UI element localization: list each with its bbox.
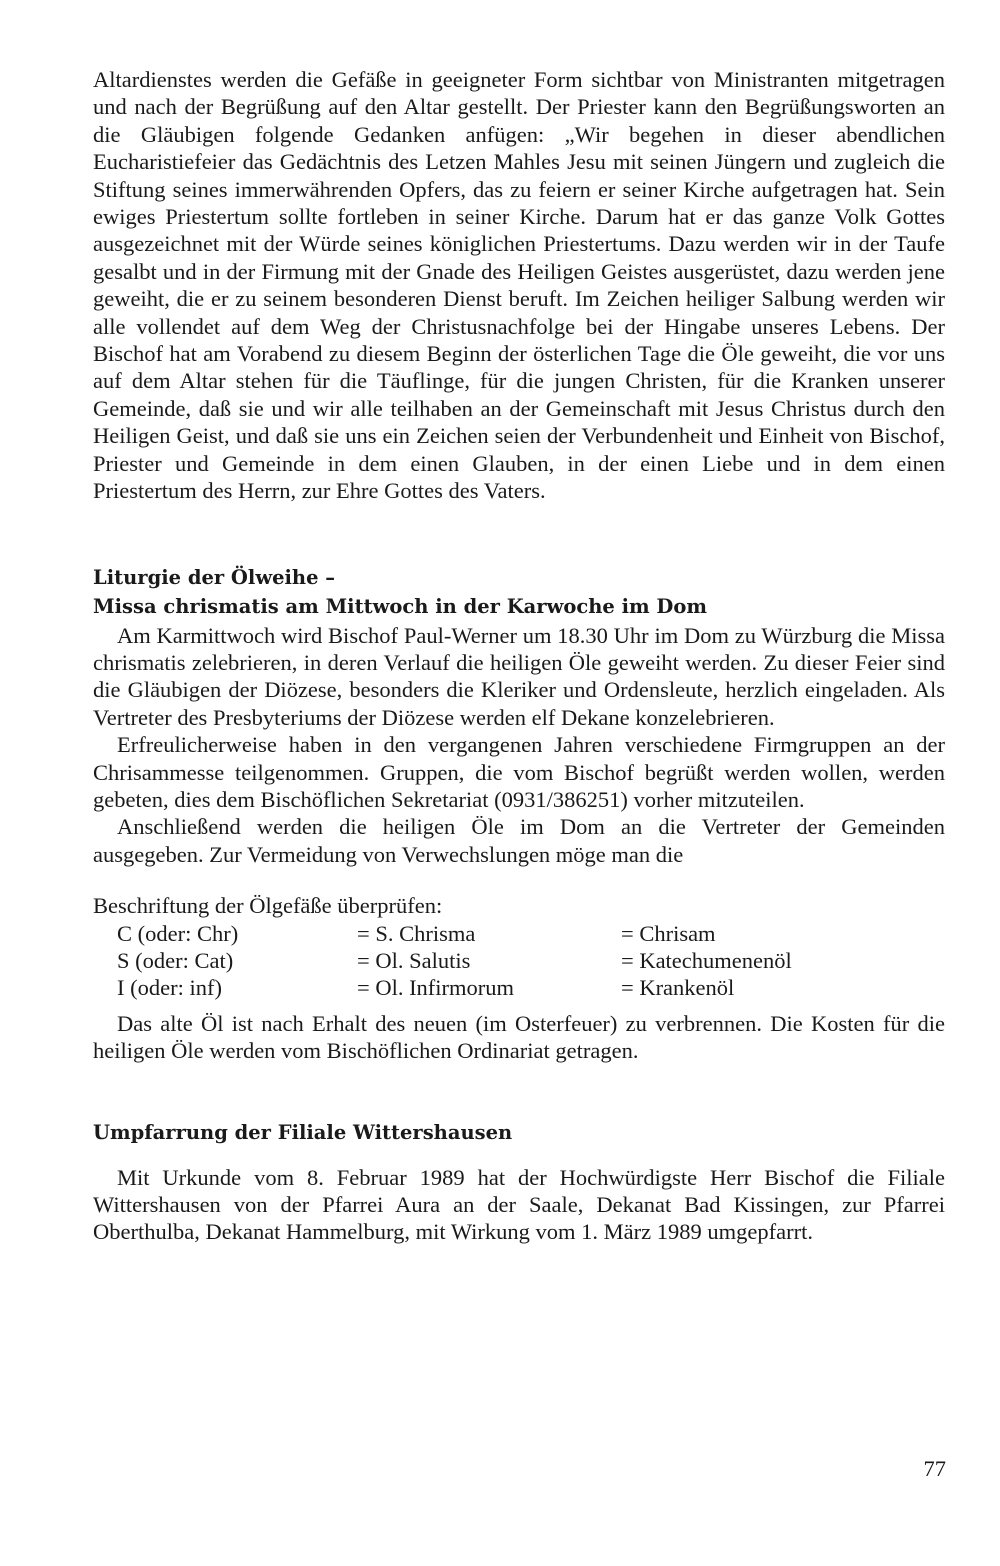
oil-german: = Chrisam — [621, 920, 716, 946]
olweihe-paragraph-4: Beschriftung der Ölgefäße überprüfen: — [93, 893, 443, 919]
oil-abbr: I (oder: inf) — [117, 975, 222, 1001]
oil-abbr: S (oder: Cat) — [117, 947, 234, 973]
olweihe-heading-line1: Liturgie der Ölweihe – — [93, 565, 336, 589]
table-row — [117, 947, 792, 974]
table-row — [117, 920, 792, 947]
oil-german: = Katechumenenöl — [621, 947, 792, 973]
table-row — [117, 974, 792, 1001]
umpfarrung-heading: Umpfarrung der Filiale Wittershausen — [93, 1120, 513, 1144]
oil-latin: = Ol. Salutis — [357, 947, 471, 973]
oil-label-table — [117, 920, 792, 1002]
olweihe-paragraph-2: Erfreulicherweise haben in den vergangenen Jahren verschiedene Firmgruppen an der Chrisammesse teilgenommen. Gruppen, die vom Bischof begrüßt werden wollen, werden gebeten, dies dem Bischöflichen Sekretariat (0931/386251) vorher mitzuteilen. — [93, 732, 945, 812]
olweihe-heading-line2: Missa chrismatis am Mittwoch in der Karwoche im Dom — [93, 594, 707, 618]
umpfarrung-paragraph: Mit Urkunde vom 8. Februar 1989 hat der Hochwürdigste Herr Bischof die Filiale Wittershausen von der Pfarrei Aura an der Saale, Dekanat Bad Kissingen, zur Pfarrei Oberthulba, Dekanat Hammelburg, mit Wirkung vom 1. März 1989 umgepfarrt. — [93, 1164, 945, 1245]
intro-paragraph: Altardienstes werden die Gefäße in geeigneter Form sichtbar von Ministranten mitgetragen und nach der Begrüßung auf den Altar gestellt. Der Priester kann den Begrüßungsworten an die Gläubigen folgende Gedanken anfügen: „Wir begehen in dieser abendlichen Eucharistiefeier das Gedächtnis des Letzen Mahles Jesu mit seinen Jüngern und zugleich die Stiftung seines immerwährenden Opfers, das zu feiern er seiner Kirche aufgetragen hat. Sein ewiges Priestertum sollte fortleben in seiner Kirche. Darum hat er das ganze Volk Gottes ausgezeichnet mit der Würde seines königlichen Priestertums. Dazu werden wir in der Taufe gesalbt und in der Firmung mit der Gnade des Heiligen Geistes ausgerüstet, dazu werden jene geweiht, die er zu seinem besonderen Dienst beruft. Im Zeichen heiliger Salbung werden wir alle vollendet auf dem Weg der Christusnachfolge bei der Hingabe unseres Lebens. Der Bischof hat am Vorabend zu diesem Beginn der österlichen Tage die Öle geweiht, die vor uns auf dem Altar stehen für die Täuflinge, für die jungen Christen, für die Kranken unserer Gemeinde, daß sie und wir alle teilhaben an der Gemeinschaft mit Jesus Christus durch den Heiligen Geist, und daß sie uns ein Zeichen seien der Verbundenheit und Einheit von Bischof, Priester und Gemeinde in dem einen Glauben, in der einen Liebe und in dem einen Priestertum des Herrn, zur Ehre Gottes des Vaters. — [93, 67, 945, 504]
olweihe-paragraph-3: Anschließend werden die heiligen Öle im Dom an die Vertreter der Gemeinden ausgegeben. Zur Vermeidung von Verwechslungen möge man die — [93, 814, 945, 867]
olweihe-paragraph-5: Das alte Öl ist nach Erhalt des neuen (im Osterfeuer) zu verbrennen. Die Kosten für die heiligen Öle werden vom Bischöflichen Ordinariat getragen. — [93, 1010, 945, 1064]
page-number: 77 — [923, 1456, 946, 1481]
oil-latin: = S. Chrisma — [357, 920, 476, 946]
oil-german: = Krankenöl — [621, 975, 735, 1001]
oil-latin: = Ol. Infirmorum — [357, 975, 515, 1001]
olweihe-paragraph-1: Am Karmittwoch wird Bischof Paul-Werner um 18.30 Uhr im Dom zu Würzburg die Missa chrismatis zelebrieren, in deren Verlauf die heiligen Öle geweiht werden. Zu dieser Feier sind die Gläubigen der Diözese, besonders die Kleriker und Ordensleute, herzlich eingeladen. Als Vertreter des Presbyteriums der Diözese werden elf Dekane konzelebrieren. — [93, 622, 945, 730]
section-olweihe — [93, 563, 945, 1065]
section-umpfarrung — [93, 1118, 945, 1246]
oil-abbr: C (oder: Chr) — [117, 920, 239, 946]
page-content — [93, 66, 945, 1246]
